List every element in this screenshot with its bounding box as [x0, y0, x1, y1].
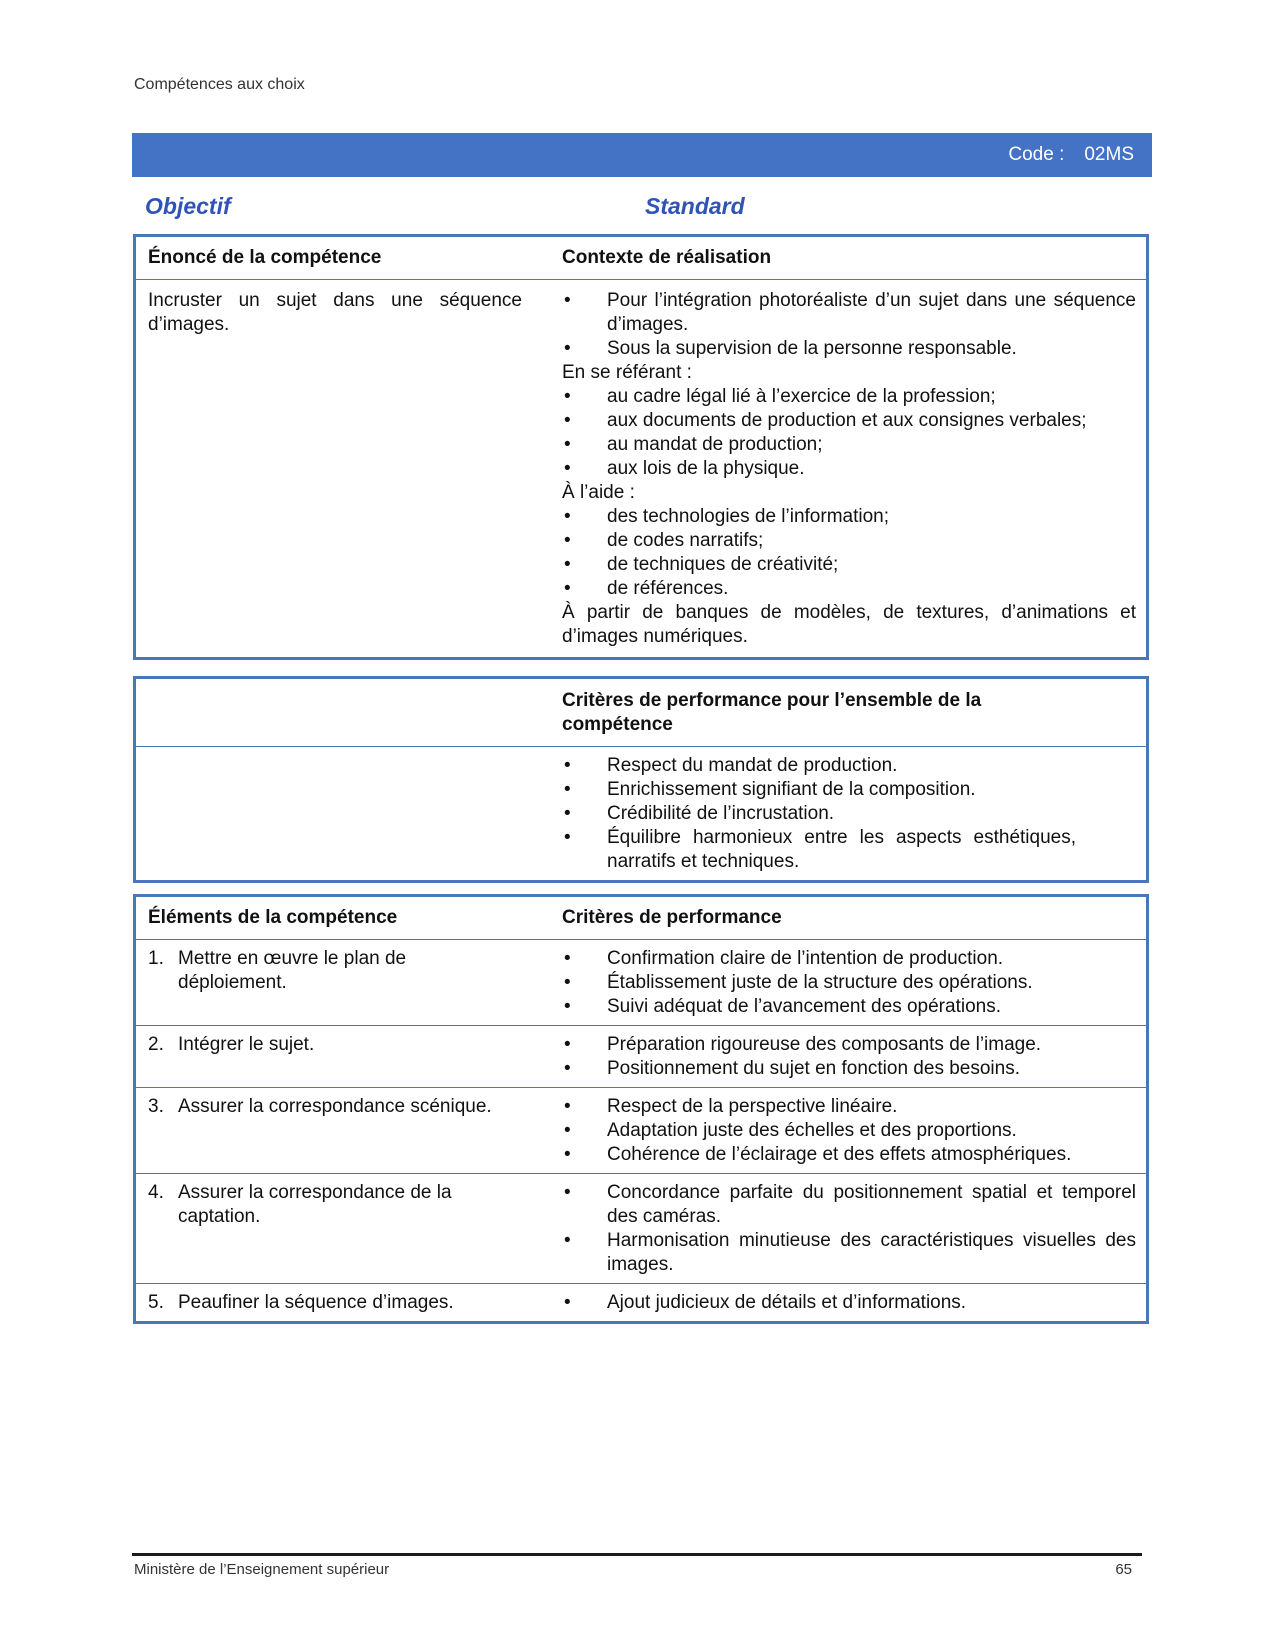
list-item: • Sous la supervision de la personne responsable.	[562, 337, 1136, 361]
element-label: Assurer la correspondance de la captation.	[178, 1182, 452, 1227]
list-item: • Concordance parfaite du positionnement spatial et temporel des caméras.	[562, 1181, 1136, 1229]
a-partir: À partir de banques de modèles, de textures, d’animations et d’images numériques.	[562, 602, 1136, 647]
contexte-header: Contexte de réalisation	[562, 247, 772, 268]
table-row	[136, 1283, 1146, 1321]
element-label: Intégrer le sujet.	[178, 1034, 315, 1055]
list-item: • au mandat de production;	[562, 433, 1136, 457]
table-row	[136, 939, 1146, 1025]
elements-table	[133, 894, 1149, 1324]
page-number: 65	[1115, 1561, 1132, 1578]
list-item: • de techniques de créativité;	[562, 553, 1136, 577]
enonce-text: Incruster un sujet dans une séquence d’images.	[148, 290, 522, 335]
element-number: 4.	[148, 1182, 164, 1203]
section-title: Compétences aux choix	[134, 76, 305, 93]
enonce-header: Énoncé de la compétence	[148, 247, 382, 268]
list-item: • Cohérence de l’éclairage et des effets atmosphériques.	[562, 1143, 1136, 1167]
objectif-row	[145, 193, 1145, 220]
list-item: • Harmonisation minutieuse des caractéristiques visuelles des images.	[562, 1229, 1136, 1277]
footer-ministry: Ministère de l’Enseignement supérieur	[134, 1561, 390, 1578]
list-item: • Adaptation juste des échelles et des proportions.	[562, 1119, 1136, 1143]
list-item: • Établissement juste de la structure des opérations.	[562, 971, 1136, 995]
en-se-referant: En se référant :	[562, 362, 692, 383]
elements-header: Éléments de la compétence	[148, 907, 398, 928]
criteres-ensemble-header: Critères de performance pour l’ensemble de la compétence	[562, 689, 982, 735]
footer-divider	[132, 1553, 1142, 1556]
list-item: • des technologies de l’information;	[562, 505, 1136, 529]
contexte-cell	[562, 289, 1146, 649]
table-row	[136, 1025, 1146, 1087]
list-item: • aux documents de production et aux consignes verbales;	[562, 409, 1136, 433]
list-item: • Respect du mandat de production.	[562, 754, 1136, 778]
list-item: • Préparation rigoureuse des composants de l’image.	[562, 1033, 1136, 1057]
list-item: • Ajout judicieux de détails et d’informations.	[562, 1291, 1136, 1315]
element-number: 3.	[148, 1096, 164, 1117]
code-value: 02MS	[1084, 144, 1134, 165]
element-number: 5.	[148, 1292, 164, 1313]
criteres-ensemble-table	[133, 676, 1149, 883]
list-item: • de codes narratifs;	[562, 529, 1136, 553]
code-bar	[132, 133, 1152, 177]
element-number: 1.	[148, 948, 164, 969]
list-item: • Crédibilité de l’incrustation.	[562, 802, 1136, 826]
list-item: • Suivi adéquat de l’avancement des opérations.	[562, 995, 1136, 1019]
element-label: Assurer la correspondance scénique.	[178, 1096, 492, 1117]
code-label: Code :	[1008, 144, 1065, 165]
objectif-label: Objectif	[145, 193, 231, 219]
list-item: • au cadre légal lié à l’exercice de la profession;	[562, 385, 1136, 409]
list-item: • Positionnement du sujet en fonction des besoins.	[562, 1057, 1136, 1081]
table-row	[136, 1087, 1146, 1173]
element-label: Mettre en œuvre le plan de déploiement.	[178, 948, 407, 993]
element-number: 2.	[148, 1034, 164, 1055]
table-row	[136, 1173, 1146, 1283]
list-item: • Équilibre harmonieux entre les aspects esthétiques, narratifs et techniques.	[562, 826, 1136, 874]
list-item: • de références.	[562, 577, 1136, 601]
list-item: • Confirmation claire de l’intention de production.	[562, 947, 1136, 971]
list-item: • Respect de la perspective linéaire.	[562, 1095, 1136, 1119]
standard-label: Standard	[645, 193, 745, 219]
a-laide: À l’aide :	[562, 482, 635, 503]
criteres-header: Critères de performance	[562, 907, 782, 928]
competence-table	[133, 234, 1149, 660]
list-item: • Pour l’intégration photoréaliste d’un sujet dans une séquence d’images.	[562, 289, 1136, 337]
list-item: • aux lois de la physique.	[562, 457, 1136, 481]
element-label: Peaufiner la séquence d’images.	[178, 1292, 454, 1313]
list-item: • Enrichissement signifiant de la composition.	[562, 778, 1136, 802]
